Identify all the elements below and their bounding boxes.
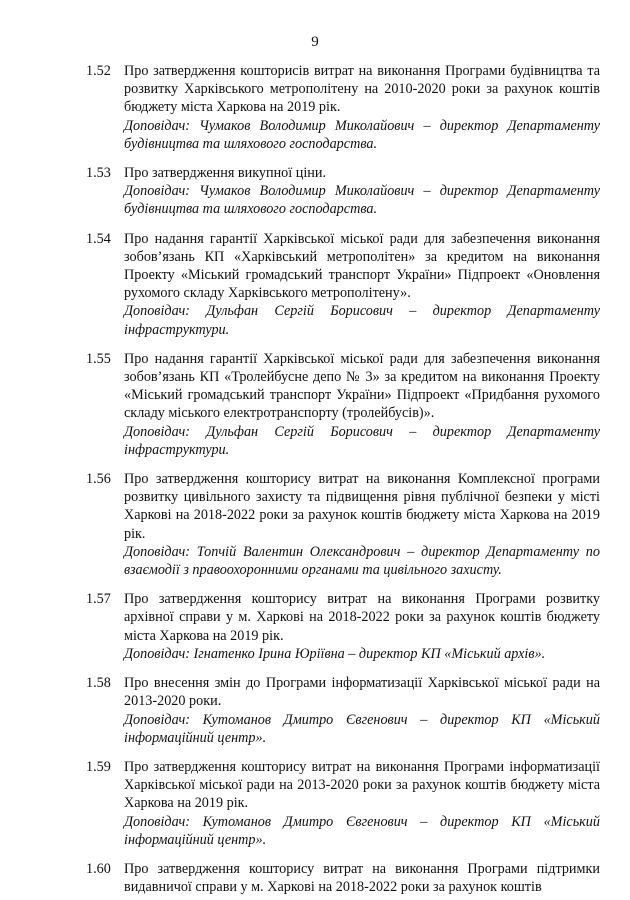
item-speaker: Доповідач: Топчій Валентин Олександрович – директор Департаменту по взаємодії з правоохоронними органами та цивільного захисту. bbox=[124, 543, 600, 579]
item-title: Про затвердження кошторису витрат на виконання Програми розвитку архівної справи у м. Харкові на 2018-2022 роки за рахунок коштів бюджету міста Харкова на 2019 рік. bbox=[124, 591, 600, 644]
item-body bbox=[124, 590, 600, 663]
item-body bbox=[124, 758, 600, 849]
item-number: 1.60 bbox=[86, 860, 111, 877]
agenda-item bbox=[86, 860, 600, 896]
item-speaker: Доповідач: Чумаков Володимир Миколайович – директор Департаменту будівництва та шляхового господарства. bbox=[124, 183, 600, 218]
item-body bbox=[124, 350, 600, 459]
item-number: 1.54 bbox=[86, 230, 111, 247]
page-number: 9 bbox=[311, 34, 319, 50]
item-speaker: Доповідач: Чумаков Володимир Миколайович – директор Департаменту будівництва та шляхового господарства. bbox=[124, 117, 600, 152]
item-number: 1.52 bbox=[86, 63, 111, 79]
item-speaker: Доповідач: Ігнатенко Ірина Юріївна – директор КП «Міський архів». bbox=[124, 645, 546, 662]
item-title: Про затвердження викупної ціни. bbox=[124, 165, 327, 182]
agenda-item bbox=[86, 590, 600, 663]
agenda-list bbox=[86, 62, 600, 896]
agenda-item bbox=[86, 470, 600, 579]
item-number: 1.55 bbox=[86, 350, 111, 367]
agenda-item bbox=[86, 758, 600, 849]
item-title: Про затвердження кошторисів витрат на виконання Програми будівництва та розвитку Харківського метрополітену на 2010-2020 роки за рахунок коштів бюджету міста Харкова на 2019 рік. bbox=[124, 63, 600, 116]
item-speaker: Доповідач: Дульфан Сергій Борисович – директор Департаменту інфраструктури. bbox=[124, 423, 600, 458]
item-title: Про надання гарантії Харківської міської ради для забезпечення виконання зобов’язань КП «Тролейбусне депо № 3» за кредитом на виконання Проекту «Міський громадський транспорт України» Підпроект «Придбання рухомого складу міського електротранспорту (тролейбусів)». bbox=[124, 350, 600, 422]
item-title: Про затвердження кошторису витрат на виконання Комплексної програми розвитку цивільного захисту та підвищення рівня публічної безпеки у місті Харкові на 2018-2022 роки за рахунок коштів бюджету міста Харкова на 2019 рік. bbox=[124, 471, 600, 542]
agenda-item bbox=[86, 674, 600, 747]
item-number: 1.59 bbox=[86, 758, 111, 775]
item-number: 1.53 bbox=[86, 165, 111, 182]
item-body bbox=[124, 62, 600, 153]
item-title: Про внесення змін до Програми інформатизації Харківської міської ради на 2013-2020 роки. bbox=[124, 675, 600, 710]
item-body bbox=[124, 674, 600, 747]
item-body bbox=[124, 860, 600, 896]
agenda-item bbox=[86, 164, 600, 219]
agenda-item bbox=[86, 350, 600, 459]
item-speaker: Доповідач: Кутоманов Дмитро Євгенович – директор КП «Міський інформаційний центр». bbox=[124, 711, 600, 746]
item-title: Про затвердження кошторису витрат на виконання Програми інформатизації Харківської міської ради на 2013-2020 роки за рахунок коштів бюджету міста Харкова на 2019 рік. bbox=[124, 758, 600, 812]
item-number: 1.57 bbox=[86, 591, 111, 608]
item-title: Про надання гарантії Харківської міської ради для забезпечення виконання зобов’язань КП «Харківський метрополітен» за кредитом на виконання Проекту «Міський громадський транспорт України» Підпроект «Оновлення рухомого складу Харківського метрополітену». bbox=[124, 230, 600, 302]
item-body bbox=[124, 230, 600, 339]
item-body bbox=[124, 470, 600, 579]
item-speaker: Доповідач: Дульфан Сергій Борисович – директор Департаменту інфраструктури. bbox=[124, 303, 600, 338]
agenda-item bbox=[86, 62, 600, 153]
item-body bbox=[124, 164, 600, 219]
item-number: 1.56 bbox=[86, 471, 111, 488]
item-speaker: Доповідач: Кутоманов Дмитро Євгенович – директор КП «Міський інформаційний центр». bbox=[124, 813, 600, 848]
agenda-item bbox=[86, 230, 600, 339]
item-number: 1.58 bbox=[86, 675, 111, 692]
item-title: Про затвердження кошторису витрат на виконання Програми підтримки видавничої справи у м. Харкові на 2018-2022 роки за рахунок коштів bbox=[124, 860, 600, 896]
